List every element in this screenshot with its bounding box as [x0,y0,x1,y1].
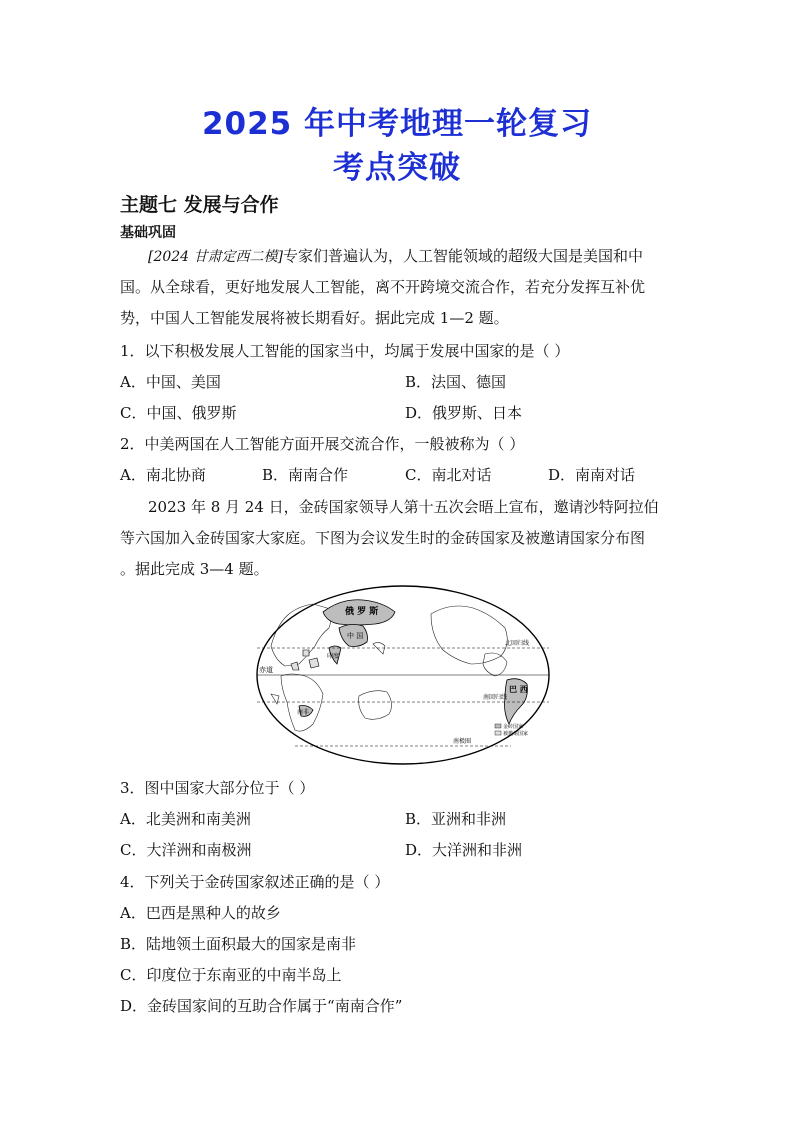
passage2-line3: 。据此完成 3—4 题。 [120,560,269,578]
passage1-line2: 国。从全球看，更好地发展人工智能，离不开跨境交流合作，若充分发挥互补优 [120,278,646,296]
q3-option-c: C．大洋洲和南极洲 [120,841,252,859]
label-india: 印度 [327,653,340,660]
section-heading: 基础巩固 [120,225,176,241]
label-tropic-south: 南回归线 [483,694,508,701]
q3-option-a: A．北美洲和南美洲 [120,810,251,828]
legend-brics-swatch [495,724,501,728]
brics-world-map [255,584,551,766]
label-tropic-north: 北回归线 [505,640,530,647]
q2-option-b: B．南南合作 [262,466,349,484]
q2-option-d: D．南南对话 [548,466,636,484]
label-south-africa: 南非 [297,709,310,716]
label-russia: 俄 罗 斯 [345,607,379,617]
q3-option-d: D．大洋洲和非洲 [405,841,523,859]
q4-option-c: C．印度位于东南亚的中南半岛上 [120,966,342,984]
q1-option-a: A．中国、美国 [120,373,221,391]
passage2-line2: 等六国加入金砖国家大家庭。下图为会议发生时的金砖国家及被邀请国家分布图 [120,529,646,547]
q4-option-d: D．金砖国家间的互助合作属于“南南合作” [120,997,403,1015]
label-equator: 赤道 [259,666,273,674]
legend-brics-label: 金砖国家 [503,724,524,730]
label-antarctic-circle: 南极圈 [453,738,472,745]
q2-option-a: A．南北协商 [120,466,206,484]
question4-stem: 4．下列关于金砖国家叙述正确的是（ ） [120,873,390,891]
question2-stem: 2．中美两国在人工智能方面开展交流合作，一般被称为（ ） [120,435,525,453]
passage1-text: 专家们普遍认为，人工智能领域的超级大国是美国和中 [283,247,644,265]
q1-option-c: C．中国、俄罗斯 [120,404,237,422]
passage1-line1 [148,247,643,266]
q1-option-d: D．俄罗斯、日本 [405,404,523,422]
legend-invited-label: 被邀请国家 [503,731,529,737]
label-brazil: 巴 西 [509,685,528,694]
q4-option-b: B．陆地领土面积最大的国家是南非 [120,935,357,953]
label-china: 中 国 [347,632,364,640]
passage1-source: [2024 甘肃定西二模] [148,249,284,265]
document-title: 2025 年中考地理一轮复习 [201,106,593,142]
q1-option-b: B．法国、德国 [405,373,507,391]
q2-option-c: C．南北对话 [405,466,492,484]
passage1-line3: 势，中国人工智能发展将被长期看好。据此完成 1—2 题。 [120,309,509,327]
question1-stem: 1．以下积极发展人工智能的国家当中，均属于发展中国家的是（ ） [120,342,570,360]
topic-heading: 主题七 发展与合作 [120,194,279,216]
q4-option-a: A．巴西是黑种人的故乡 [120,904,281,922]
document-subtitle: 考点突破 [333,150,461,186]
question3-stem: 3．图中国家大部分位于（ ） [120,779,315,797]
passage2-line1: 2023 年 8 月 24 日，金砖国家领导人第十五次会晤上宣布，邀请沙特阿拉伯 [148,498,659,516]
legend-invited-swatch [495,731,501,735]
q3-option-b: B．亚洲和非洲 [405,810,507,828]
